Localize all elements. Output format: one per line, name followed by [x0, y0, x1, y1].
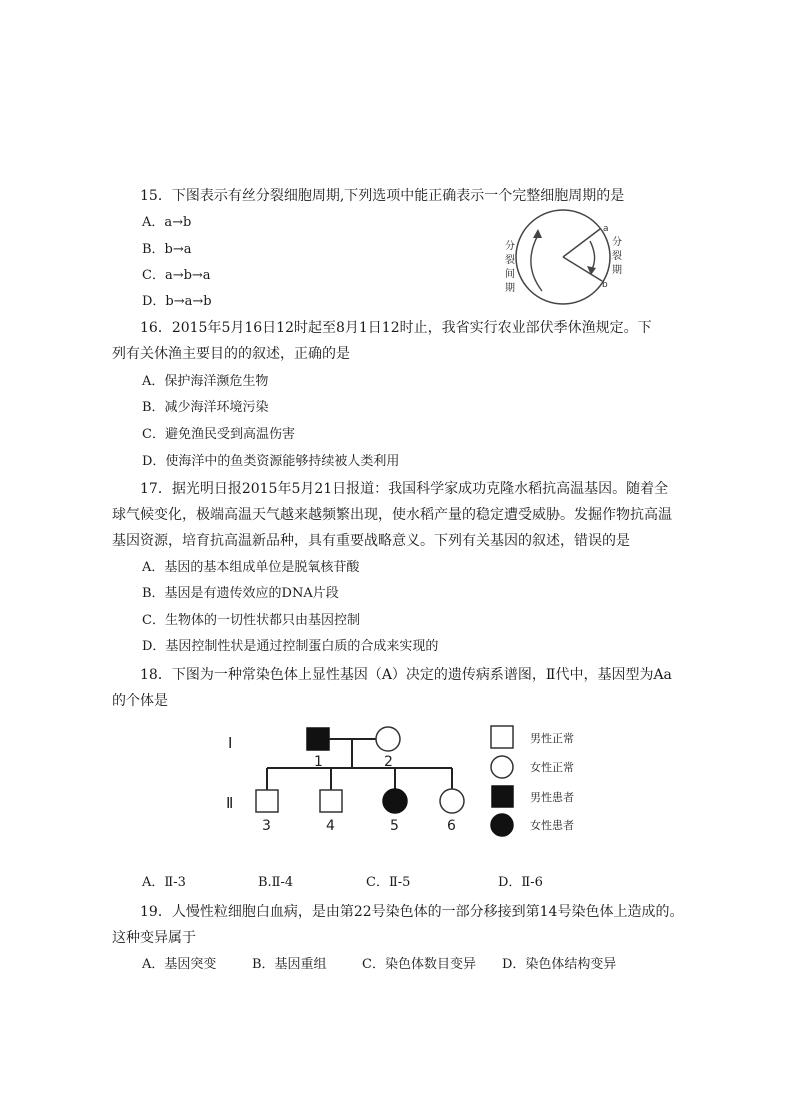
q16-option-a: A．保护海洋濒危生物: [142, 374, 269, 389]
generation-2-label: Ⅱ: [226, 794, 234, 812]
cell-cycle-label-b: b: [602, 280, 608, 290]
interphase-arrow-icon: [531, 235, 542, 291]
q17-option-d: D．基因控制性状是通过控制蛋白质的合成来实现的: [142, 639, 439, 654]
q17-stem-line2: 球气候变化，极端高温天气越来越频繁出现，使水稻产量的稳定遭受威胁。发掘作物抗高温: [112, 507, 672, 523]
individual-4-number: 4: [326, 818, 335, 834]
q15-option-c: C．a→b→a: [142, 268, 211, 283]
interphase-label: 分裂间期: [505, 241, 515, 294]
q18-stem-line2: 的个体是: [112, 693, 168, 709]
individual-5-affected-female: [383, 789, 407, 813]
mitosis-arrow-icon: [590, 241, 595, 269]
q16-option-d: D．使海洋中的鱼类资源能够持续被人类利用: [142, 454, 400, 469]
legend-affected-male-icon: [492, 786, 513, 807]
individual-6-number: 6: [447, 818, 456, 834]
generation-1-label: Ⅰ: [228, 734, 233, 752]
legend-affected-female-label: 女性患者: [530, 819, 574, 832]
cell-cycle-radius-b: [563, 257, 602, 281]
q16-stem-line1: 16．2015年5月16日12时起至8月1日12时止，我省实行农业部伏季休渔规定。下: [140, 320, 652, 336]
q16-option-b: B．减少海洋环境污染: [142, 400, 269, 415]
q19-stem-line1: 19．人慢性粒细胞白血病，是由第22号染色体的一部分移接到第14号染色体上造成的。: [140, 904, 684, 920]
legend-affected-male-label: 男性患者: [530, 791, 574, 804]
q19-option-d: D．染色体结构变异: [502, 957, 617, 972]
cell-cycle-diagram: [500, 205, 630, 315]
legend-normal-male-icon: [491, 726, 513, 748]
individual-3-number: 3: [262, 818, 271, 834]
q17-stem-line3: 基因资源，培育抗高温新品种，具有重要战略意义。下列有关基因的叙述，错误的是: [112, 533, 630, 549]
individual-1-number: 1: [314, 754, 323, 770]
q18-option-a: A．Ⅱ-3: [142, 875, 186, 890]
individual-3-normal-male: [256, 790, 278, 812]
q15-option-a: A．a→b: [142, 215, 192, 230]
individual-5-number: 5: [390, 818, 399, 834]
individual-4-normal-male: [320, 790, 342, 812]
individual-2-number: 2: [384, 754, 393, 770]
mitosis-arrowhead-icon: [587, 266, 596, 275]
q18-option-b: B.Ⅱ-4: [258, 875, 294, 890]
cell-cycle-label-a: a: [603, 224, 609, 234]
q17-option-b: B．基因是有遗传效应的DNA片段: [142, 586, 339, 601]
q19-option-a: A．基因突变: [142, 957, 217, 972]
individual-6-normal-female: [440, 789, 464, 813]
q18-option-c: C．Ⅱ-5: [366, 875, 411, 890]
q15-stem: 15．下图表示有丝分裂细胞周期,下列选项中能正确表示一个完整细胞周期的是: [140, 188, 625, 204]
pedigree-chart: [220, 718, 600, 868]
individual-2-normal-female: [376, 727, 400, 751]
q16-stem-line2: 列有关休渔主要目的的叙述，正确的是: [112, 346, 350, 362]
q17-stem-line1: 17．据光明日报2015年5月21日报道：我国科学家成功克隆水稻抗高温基因。随着全: [140, 481, 669, 497]
individual-1-affected-male: [307, 728, 329, 750]
q19-option-b: B．基因重组: [252, 957, 327, 972]
q18-option-d: D．Ⅱ-6: [498, 875, 543, 890]
q19-option-c: C．染色体数目变异: [362, 957, 476, 972]
q17-option-a: A．基因的基本组成单位是脱氧核苷酸: [142, 560, 360, 575]
q19-stem-line2: 这种变异属于: [112, 930, 196, 946]
q15-option-b: B．b→a: [142, 242, 192, 257]
mitosis-label: 分裂期: [612, 237, 622, 276]
q16-option-c: C．避免渔民受到高温伤害: [142, 427, 295, 442]
legend-affected-female-icon: [491, 814, 513, 836]
legend-normal-male-label: 男性正常: [530, 732, 574, 745]
legend-normal-female-icon: [491, 756, 513, 778]
q18-stem-line1: 18．下图为一种常染色体上显性基因（A）决定的遗传病系谱图，Ⅱ代中，基因型为Aa: [140, 667, 672, 683]
q17-option-c: C．生物体的一切性状都只由基因控制: [142, 613, 360, 628]
legend-normal-female-label: 女性正常: [530, 761, 574, 774]
q15-option-d: D．b→a→b: [142, 294, 212, 309]
interphase-arrowhead-icon: [533, 229, 542, 238]
